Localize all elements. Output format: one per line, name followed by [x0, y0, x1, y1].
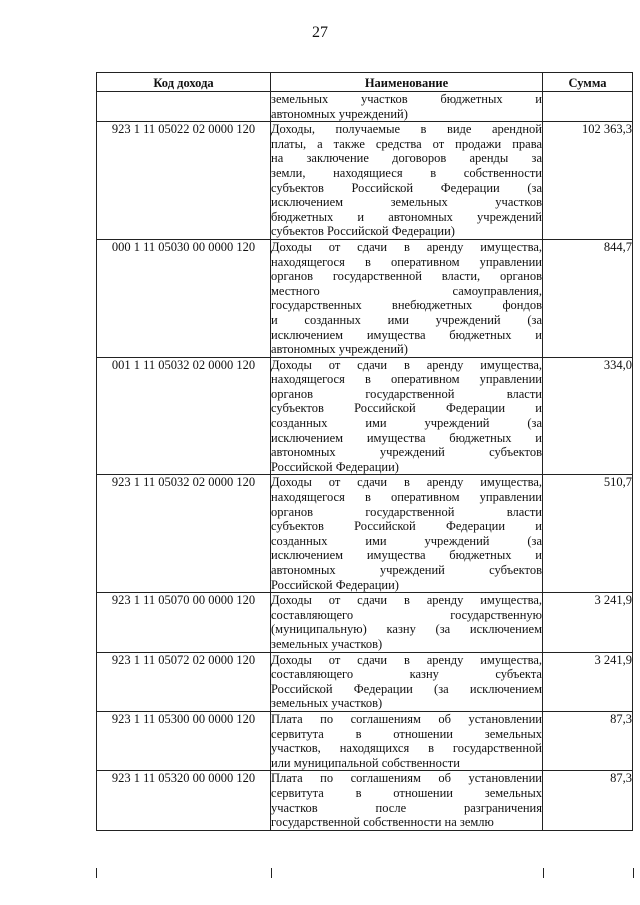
revenue-name-line: Плата по соглашениям об установлении	[271, 711, 542, 726]
revenue-name-line: Доходы от сдачи в аренду имущества,	[271, 357, 542, 372]
revenue-sum: 844,7	[543, 239, 633, 357]
revenue-name-line: бюджетных и автономных учреждений	[271, 209, 542, 224]
revenue-code: 923 1 11 05320 00 0000 120	[97, 771, 271, 830]
revenue-name-line: органов государственной власти	[271, 504, 542, 519]
revenue-name	[271, 771, 543, 830]
revenue-name-line: или муниципальной собственности	[271, 755, 460, 770]
revenue-name-line: субъектов Российской Федерации (за	[271, 180, 542, 195]
table-row	[97, 771, 633, 830]
revenue-name	[271, 92, 543, 122]
revenue-name-line: автономных учреждений субъектов	[271, 445, 542, 460]
table-row	[97, 357, 633, 475]
revenue-name	[271, 357, 543, 475]
revenue-name-line: автономных учреждений)	[271, 106, 408, 121]
revenue-code: 923 1 11 05032 02 0000 120	[97, 475, 271, 593]
revenue-sum: 102 363,3	[543, 122, 633, 240]
revenue-code: 923 1 11 05022 02 0000 120	[97, 122, 271, 240]
revenue-name-line: сервитута в отношении земельных	[271, 726, 542, 741]
revenue-name-line: исключением имущества бюджетных и	[271, 327, 542, 342]
revenue-name-line: исключением земельных участков	[271, 195, 542, 210]
revenue-name-line: Доходы от сдачи в аренду имущества,	[271, 593, 542, 608]
revenue-name-line: исключением имущества бюджетных и	[271, 430, 542, 445]
revenue-name	[271, 122, 543, 240]
revenue-name-line: участков, находящихся в государственной	[271, 741, 542, 756]
revenue-name-line: на заключение договоров аренды за	[271, 151, 542, 166]
revenue-name-line: местного самоуправления,	[271, 283, 542, 298]
revenue-name-line: Российской Федерации)	[271, 577, 399, 592]
header-name: Наименование	[271, 73, 543, 92]
revenue-name-line: государственной собственности на землю	[271, 815, 494, 830]
revenue-name-line: созданных ими учреждений (за	[271, 416, 542, 431]
header-sum: Сумма	[543, 73, 633, 92]
revenue-name	[271, 239, 543, 357]
revenue-code: 923 1 11 05072 02 0000 120	[97, 652, 271, 711]
revenue-name-line: органов государственной власти	[271, 386, 542, 401]
revenue-name-line: и созданных ими учреждений (за	[271, 312, 542, 327]
page-number: 27	[312, 24, 328, 41]
revenue-sum: 510,7	[543, 475, 633, 593]
header-code: Код дохода	[97, 73, 271, 92]
revenue-name-line: находящегося в оперативном управлении	[271, 490, 542, 505]
revenue-name-line: автономных учреждений)	[271, 342, 408, 357]
revenue-name-line: Доходы от сдачи в аренду имущества,	[271, 475, 542, 490]
revenue-code: 923 1 11 05300 00 0000 120	[97, 711, 271, 770]
revenue-name-line: Российской Федерации)	[271, 459, 399, 474]
table-continuation	[96, 868, 634, 878]
revenue-name-line: земельных участков)	[271, 696, 383, 711]
table-row	[97, 652, 633, 711]
revenue-name	[271, 652, 543, 711]
table-row	[97, 92, 633, 122]
revenue-name-line: составляющего государственную	[271, 607, 542, 622]
revenue-name-line: земельных участков бюджетных и	[271, 92, 542, 106]
revenue-name-line: Доходы от сдачи в аренду имущества,	[271, 652, 542, 667]
table-header-row	[97, 73, 633, 92]
table-row	[97, 475, 633, 593]
revenue-name-line: находящегося в оперативном управлении	[271, 254, 542, 269]
revenue-name	[271, 711, 543, 770]
table-row	[97, 711, 633, 770]
table-row	[97, 239, 633, 357]
revenue-name-line: исключением имущества бюджетных и	[271, 548, 542, 563]
revenue-name-line: созданных ими учреждений (за	[271, 533, 542, 548]
revenue-name-line: Доходы от сдачи в аренду имущества,	[271, 239, 542, 254]
revenue-name-line: Доходы, получаемые в виде арендной	[271, 122, 542, 137]
revenue-sum: 3 241,9	[543, 593, 633, 652]
table-row	[97, 122, 633, 240]
revenue-name-line: субъектов Российской Федерации и	[271, 519, 542, 534]
revenue-name-line: органов государственной власти, органов	[271, 269, 542, 284]
revenue-name	[271, 475, 543, 593]
revenue-name	[271, 593, 543, 652]
revenue-code: 001 1 11 05032 02 0000 120	[97, 357, 271, 475]
revenue-code: 923 1 11 05070 00 0000 120	[97, 593, 271, 652]
revenue-sum: 87,3	[543, 771, 633, 830]
revenue-sum: 3 241,9	[543, 652, 633, 711]
revenue-name-line: земельных участков)	[271, 636, 383, 651]
revenue-name-line: субъектов Российской Федерации и	[271, 401, 542, 416]
revenue-name-line: автономных учреждений субъектов	[271, 563, 542, 577]
revenue-name-line: составляющего казну субъекта	[271, 667, 542, 682]
revenue-table	[96, 72, 633, 831]
revenue-name-line: земли, находящиеся в собственности	[271, 165, 542, 180]
revenue-code	[97, 92, 271, 122]
revenue-name-line: участков после разграничения	[271, 800, 542, 815]
revenue-sum	[543, 92, 633, 122]
revenue-name-line: платы, а также средства от продажи права	[271, 136, 542, 151]
table-row	[97, 593, 633, 652]
revenue-code: 000 1 11 05030 00 0000 120	[97, 239, 271, 357]
revenue-sum: 87,3	[543, 711, 633, 770]
revenue-name-line: находящегося в оперативном управлении	[271, 372, 542, 387]
revenue-name-line: государственных внебюджетных фондов	[271, 298, 542, 313]
revenue-name-line: субъектов Российской Федерации)	[271, 224, 455, 239]
revenue-name-line: Плата по соглашениям об установлении	[271, 771, 542, 786]
revenue-name-line: сервитута в отношении земельных	[271, 785, 542, 800]
revenue-name-line: (муниципальную) казну (за исключением	[271, 622, 542, 637]
revenue-name-line: Российской Федерации (за исключением	[271, 681, 542, 696]
revenue-sum: 334,0	[543, 357, 633, 475]
